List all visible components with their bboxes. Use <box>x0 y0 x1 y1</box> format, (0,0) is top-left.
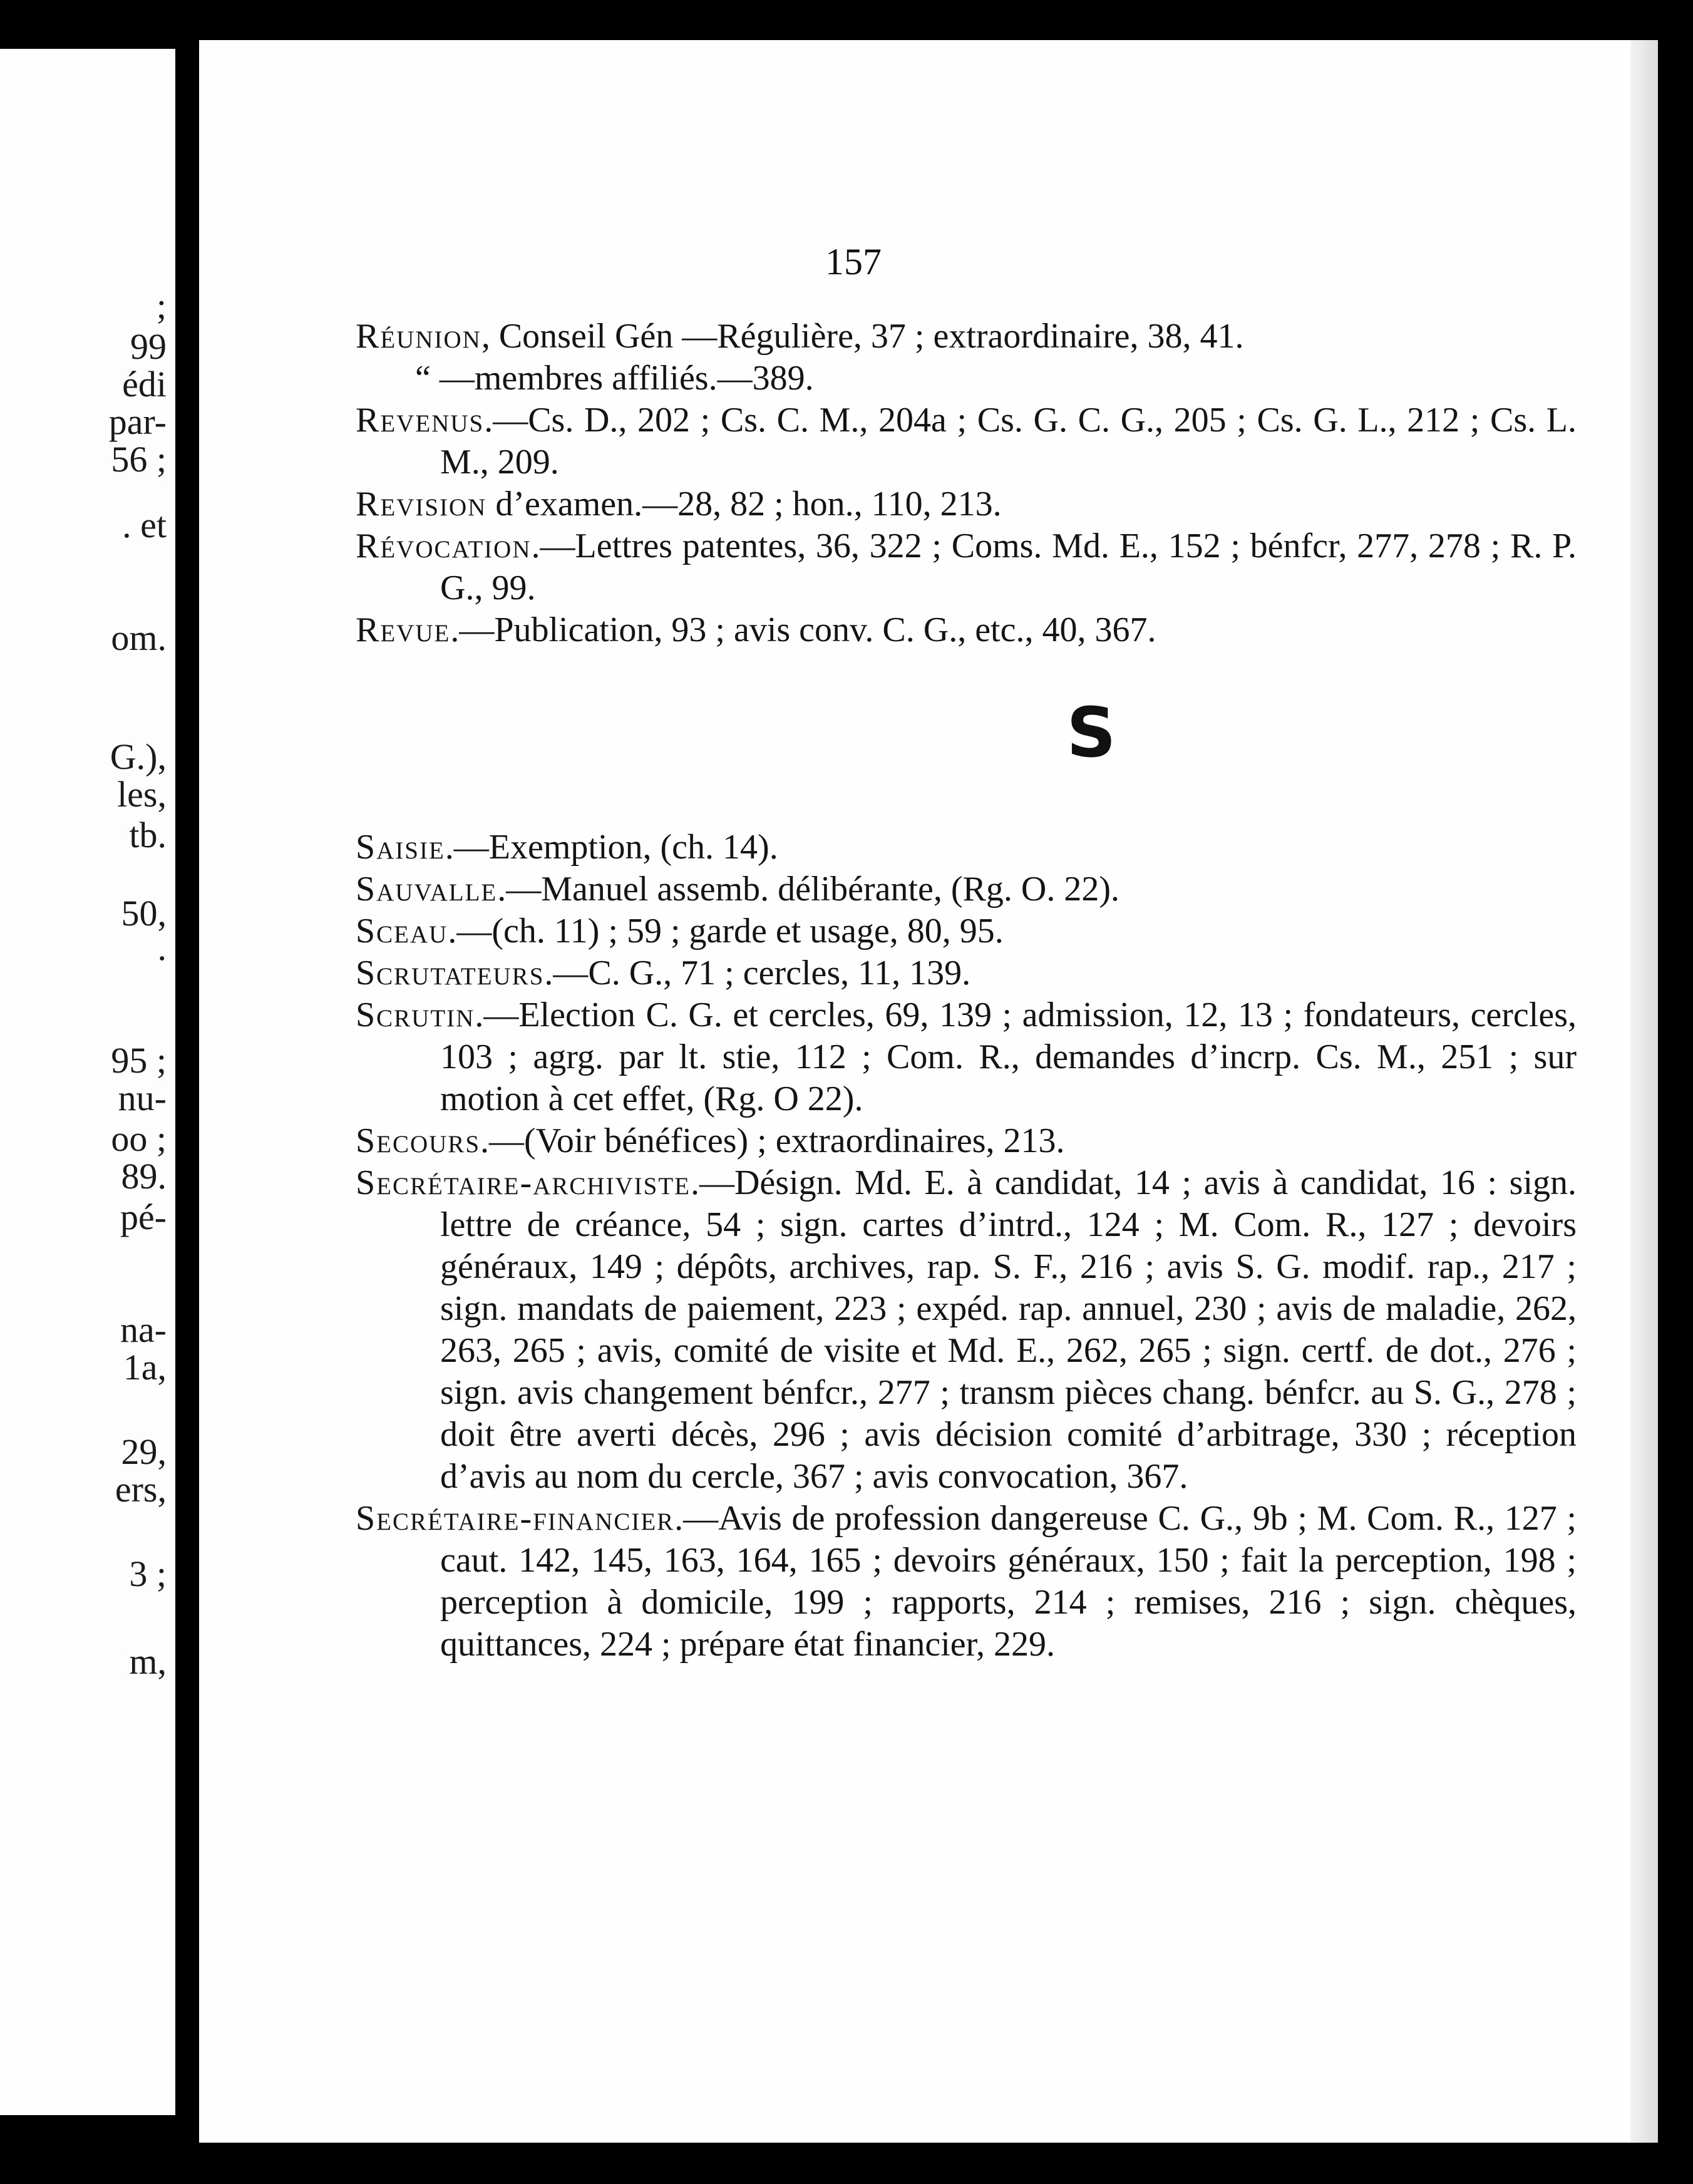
entry-text: .—Exemption, (ch. 14). <box>445 828 778 867</box>
entry-text: .—(ch. 11) ; 59 ; garde et usage, 80, 95. <box>448 912 1004 950</box>
index-entry <box>356 399 1577 483</box>
left-page-fragment: G.), <box>110 736 167 777</box>
book-page <box>199 40 1658 2143</box>
index-entry <box>356 827 1577 868</box>
entry-headword: Sauvalle <box>356 870 498 909</box>
index-entry <box>356 358 1577 399</box>
previous-page-strip <box>0 49 175 2115</box>
left-page-fragment: oo ; <box>111 1118 167 1159</box>
index-entry <box>356 609 1577 651</box>
section-letter: S <box>1066 693 1116 773</box>
book-gutter <box>175 50 200 2104</box>
page-number: 157 <box>825 241 882 282</box>
entry-text: , Conseil Gén —Régulière, 37 ; extraordinaire, 38, 41. <box>481 317 1244 356</box>
entry-text: .—Publication, 93 ; avis conv. C. G., etc., 40, 367. <box>450 610 1156 649</box>
entry-text: .—Cs. D., 202 ; Cs. C. M., 204a ; Cs. G. C. G., 205 ; Cs. G. L., 212 ; Cs. L. M., 209. <box>440 401 1577 482</box>
left-page-fragment: les, <box>117 774 167 815</box>
entry-text: “ —membres affiliés.—389. <box>415 359 814 398</box>
entry-headword: Revenus <box>356 401 485 440</box>
left-page-fragment: m, <box>129 1641 167 1682</box>
entry-headword: Secrétaire-archiviste <box>356 1163 691 1202</box>
index-entry <box>356 483 1577 525</box>
entry-headword: Scrutateurs <box>356 954 545 992</box>
index-entry <box>356 1498 1577 1666</box>
entry-text: d’examen.—28, 82 ; hon., 110, 213. <box>486 485 1002 523</box>
entry-text: .—Lettres patentes, 36, 322 ; Coms. Md. E., 152 ; bénfcr, 277, 278 ; R. P. G., 99. <box>440 527 1577 607</box>
left-page-fragment: om. <box>111 617 167 658</box>
left-page-fragment: 99 <box>130 326 167 367</box>
left-page-fragment: par- <box>108 401 167 442</box>
left-page-fragment: . <box>157 927 167 968</box>
index-entry <box>356 525 1577 609</box>
left-page-fragment: na- <box>120 1309 167 1350</box>
index-entry <box>356 994 1577 1120</box>
left-page-fragment: tb. <box>129 815 167 855</box>
page-edge-shadow <box>1630 40 1658 2143</box>
entry-headword: Sceau <box>356 912 448 950</box>
left-page-fragment: 50, <box>121 893 167 934</box>
entry-headword: Revision <box>356 485 487 523</box>
entry-text: .—Avis de profession dangereuse C. G., 9b ; M. Com. R., 127 ; caut. 142, 145, 163, 164, 165 ; devoirs généraux, 150 ; fait la perception, 198 ; perception à domicile, 199 ; rapports, 214 ; remises, 216 ; sign. chèques, quittances, 224 ; prépare état financier, 229. <box>440 1499 1577 1664</box>
left-page-fragment: 95 ; <box>111 1040 167 1081</box>
index-entry <box>356 868 1577 910</box>
index-entry <box>356 952 1577 994</box>
left-page-fragment: 89. <box>121 1156 167 1197</box>
entry-headword: Scrutin <box>356 996 475 1034</box>
entry-headword: Réunion <box>356 317 481 356</box>
index-entry <box>356 1120 1577 1162</box>
left-page-fragment: . et <box>122 505 167 545</box>
entry-text: .—Election C. G. et cercles, 69, 139 ; admission, 12, 13 ; fondateurs, cercles, 103 ; agrg. par lt. stie, 112 ; Com. R., demandes d’incrp. Cs. M., 251 ; sur motion à cet effet, (Rg. O 22). <box>440 996 1577 1118</box>
entry-text: .—Désign. Md. E. à candidat, 14 ; avis à candidat, 16 : sign. lettre de créance, 54 ; sign. cartes d’intrd., 124 ; M. Com. R., 127 ; devoirs généraux, 149 ; dépôts, archives, rap. S. F., 216 ; avis S. G. modif. rap., 217 ; sign. mandats de paiement, 223 ; expéd. rap. annuel, 230 ; avis de maladie, 262, 263, 265 ; avis, comité de visite et Md. E., 262, 265 ; sign. certf. de dot., 276 ; sign. avis changement bénfcr., 277 ; transm pièces chang. bénfcr. au S. G., 278 ; doit être averti décès, 296 ; avis décision comité d’arbitrage, 330 ; réception d’avis au nom du cercle, 367 ; avis convocation, 367. <box>440 1163 1577 1496</box>
entry-headword: Révocation <box>356 527 532 565</box>
left-page-fragment: 56 ; <box>111 439 167 480</box>
entry-headword: Saisie <box>356 828 445 867</box>
left-page-fragment: 29, <box>121 1431 167 1472</box>
left-page-fragment: 1a, <box>123 1347 167 1388</box>
entry-headword: Secours <box>356 1121 481 1160</box>
index-entry <box>356 910 1577 952</box>
index-entries-r <box>356 316 1577 651</box>
entry-text: .—Manuel assemb. délibérante, (Rg. O. 22). <box>497 870 1120 909</box>
left-page-fragment: édi <box>122 364 167 404</box>
entry-headword: Secrétaire-financier <box>356 1499 675 1538</box>
entry-text: .—C. G., 71 ; cercles, 11, 139. <box>544 954 971 992</box>
index-entry <box>356 1162 1577 1498</box>
left-page-fragment: pé- <box>120 1197 167 1237</box>
left-page-fragment: ; <box>156 286 167 326</box>
index-text <box>356 316 1577 1666</box>
entry-headword: Revue <box>356 610 451 649</box>
left-page-fragment: nu- <box>118 1078 167 1118</box>
left-page-fragment: ers, <box>115 1469 167 1510</box>
left-page-fragment: 3 ; <box>129 1553 167 1594</box>
entry-text: .—(Voir bénéfices) ; extraordinaires, 213. <box>480 1121 1065 1160</box>
index-entry <box>356 316 1577 358</box>
index-entries-s <box>356 827 1577 1666</box>
